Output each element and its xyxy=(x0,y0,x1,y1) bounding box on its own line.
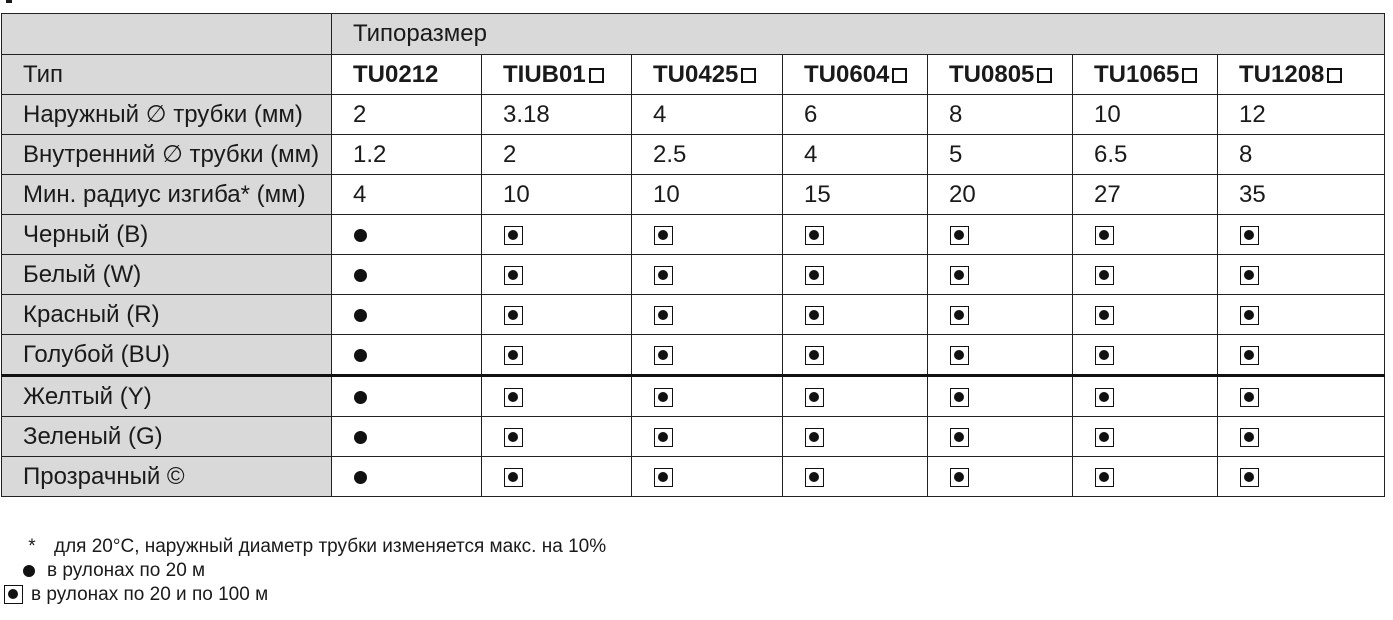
empty-square-icon xyxy=(892,68,907,83)
type-code-cell xyxy=(1218,55,1385,95)
boxed-dot-icon xyxy=(504,388,523,407)
boxed-dot-icon xyxy=(805,346,824,365)
availability-cell xyxy=(332,457,482,497)
type-code-cell xyxy=(1073,55,1218,95)
empty-square-icon xyxy=(1327,68,1342,83)
availability-cell xyxy=(1073,255,1218,295)
boxed-dot-icon xyxy=(504,428,523,447)
type-code: TU1065 xyxy=(1094,60,1180,88)
availability-cell xyxy=(783,215,928,255)
row-label: Наружный ∅ трубки (мм) xyxy=(2,95,332,135)
boxed-dot-icon xyxy=(805,388,824,407)
empty-square-icon xyxy=(589,68,604,83)
dimension-row xyxy=(2,175,1385,215)
value-cell: 8 xyxy=(1218,135,1385,175)
availability-cell xyxy=(783,335,928,376)
filled-dot-icon xyxy=(354,349,367,362)
boxed-dot-icon xyxy=(950,226,969,245)
availability-cell xyxy=(1218,255,1385,295)
boxed-dot-icon xyxy=(1240,468,1259,487)
color-row xyxy=(2,376,1385,417)
type-code: TU0212 xyxy=(353,60,439,88)
boxed-dot-icon xyxy=(950,468,969,487)
value-cell: 27 xyxy=(1073,175,1218,215)
availability-cell xyxy=(1073,295,1218,335)
tube-spec-table xyxy=(1,13,1385,497)
type-code-cell xyxy=(632,55,783,95)
boxed-dot-icon xyxy=(504,346,523,365)
row-label: Внутренний ∅ трубки (мм) xyxy=(2,135,332,175)
filled-dot-icon xyxy=(354,269,367,282)
boxed-dot-icon xyxy=(4,585,23,604)
availability-cell xyxy=(482,215,632,255)
type-code: TU0425 xyxy=(653,60,739,88)
value-cell: 4 xyxy=(332,175,482,215)
boxed-dot-icon xyxy=(504,468,523,487)
availability-cell xyxy=(783,376,928,417)
value-cell: 2.5 xyxy=(632,135,783,175)
availability-cell xyxy=(1073,417,1218,457)
boxed-dot-icon xyxy=(805,428,824,447)
boxed-dot-icon xyxy=(1240,306,1259,325)
footnote-boxed-dot-text: в рулонах по 20 и по 100 м xyxy=(31,584,269,605)
dimension-row xyxy=(2,95,1385,135)
type-code-cell xyxy=(928,55,1073,95)
availability-cell xyxy=(928,417,1073,457)
availability-cell xyxy=(1218,417,1385,457)
boxed-dot-icon xyxy=(805,306,824,325)
availability-cell xyxy=(783,295,928,335)
color-label: Белый (W) xyxy=(2,255,332,295)
filled-dot-icon xyxy=(354,229,367,242)
boxed-dot-icon xyxy=(1240,266,1259,285)
boxed-dot-icon xyxy=(654,388,673,407)
value-cell: 8 xyxy=(928,95,1073,135)
value-cell: 2 xyxy=(482,135,632,175)
boxed-dot-icon xyxy=(1095,428,1114,447)
boxed-dot-icon xyxy=(1240,388,1259,407)
type-code-cell xyxy=(783,55,928,95)
availability-cell xyxy=(928,215,1073,255)
footnotes xyxy=(18,535,606,607)
value-cell: 10 xyxy=(482,175,632,215)
boxed-dot-icon xyxy=(805,468,824,487)
color-row xyxy=(2,255,1385,295)
availability-cell xyxy=(1073,376,1218,417)
availability-cell xyxy=(332,376,482,417)
dot-legend-marker xyxy=(18,559,40,583)
type-row xyxy=(2,55,1385,95)
availability-cell xyxy=(783,417,928,457)
empty-square-icon xyxy=(1182,68,1197,83)
value-cell: 5 xyxy=(928,135,1073,175)
asterisk-marker: * xyxy=(28,536,36,557)
color-label: Красный (R) xyxy=(2,295,332,335)
availability-cell xyxy=(332,417,482,457)
boxed-dot-icon xyxy=(1095,306,1114,325)
boxed-dot-icon xyxy=(504,226,523,245)
footnote-boxed-dot xyxy=(2,583,606,607)
type-code: TIUB01 xyxy=(503,60,586,88)
boxed-dot-icon xyxy=(1095,388,1114,407)
value-cell: 4 xyxy=(632,95,783,135)
table-header-row xyxy=(2,14,1385,55)
availability-cell xyxy=(632,335,783,376)
footnote-dot xyxy=(18,559,606,583)
value-cell: 15 xyxy=(783,175,928,215)
filled-dot-icon xyxy=(23,565,35,577)
value-cell: 20 xyxy=(928,175,1073,215)
type-code: TU0805 xyxy=(949,60,1035,88)
color-row xyxy=(2,215,1385,255)
table-body xyxy=(2,14,1385,497)
boxed-dot-icon xyxy=(950,346,969,365)
boxed-dot-icon xyxy=(950,266,969,285)
boxed-dot-icon xyxy=(805,226,824,245)
type-code: TU0604 xyxy=(804,60,890,88)
color-row xyxy=(2,295,1385,335)
availability-cell xyxy=(1218,457,1385,497)
availability-cell xyxy=(632,457,783,497)
type-code: TU1208 xyxy=(1239,60,1325,88)
availability-cell xyxy=(928,295,1073,335)
color-label: Черный (B) xyxy=(2,215,332,255)
size-header: Типоразмер xyxy=(332,14,1385,55)
type-code-cell xyxy=(332,55,482,95)
row-label: Мин. радиус изгиба* (мм) xyxy=(2,175,332,215)
type-label: Тип xyxy=(2,55,332,95)
color-label: Зеленый (G) xyxy=(2,417,332,457)
availability-cell xyxy=(632,255,783,295)
color-label: Прозрачный © xyxy=(2,457,332,497)
availability-cell xyxy=(332,255,482,295)
filled-dot-icon xyxy=(354,309,367,322)
availability-cell xyxy=(1218,295,1385,335)
value-cell: 10 xyxy=(632,175,783,215)
availability-cell xyxy=(482,295,632,335)
availability-cell xyxy=(482,376,632,417)
empty-corner-cell xyxy=(2,14,332,55)
availability-cell xyxy=(783,457,928,497)
value-cell: 6.5 xyxy=(1073,135,1218,175)
boxed-dot-icon xyxy=(1095,226,1114,245)
availability-cell xyxy=(332,215,482,255)
value-cell: 12 xyxy=(1218,95,1385,135)
boxed-dot-icon xyxy=(1240,346,1259,365)
availability-cell xyxy=(1073,335,1218,376)
color-row xyxy=(2,417,1385,457)
value-cell: 1.2 xyxy=(332,135,482,175)
availability-cell xyxy=(482,457,632,497)
availability-cell xyxy=(1073,215,1218,255)
filled-dot-icon xyxy=(354,431,367,444)
boxed-dot-icon xyxy=(504,266,523,285)
boxed-dot-icon xyxy=(950,388,969,407)
value-cell: 10 xyxy=(1073,95,1218,135)
color-label: Желтый (Y) xyxy=(2,376,332,417)
availability-cell xyxy=(1073,457,1218,497)
boxed-dot-legend-marker xyxy=(2,583,24,607)
value-cell: 2 xyxy=(332,95,482,135)
empty-square-icon xyxy=(1037,68,1052,83)
boxed-dot-icon xyxy=(654,428,673,447)
filled-dot-icon xyxy=(354,391,367,404)
availability-cell xyxy=(632,215,783,255)
boxed-dot-icon xyxy=(654,306,673,325)
availability-cell xyxy=(1218,215,1385,255)
footnote-dot-text: в рулонах по 20 м xyxy=(47,560,206,581)
availability-cell xyxy=(1218,376,1385,417)
availability-cell xyxy=(632,376,783,417)
availability-cell xyxy=(783,255,928,295)
type-code-cell xyxy=(482,55,632,95)
availability-cell xyxy=(928,255,1073,295)
boxed-dot-icon xyxy=(654,468,673,487)
footnote-asterisk-text: для 20°C, наружный диаметр трубки изменяется макс. на 10% xyxy=(54,536,607,557)
availability-cell xyxy=(632,417,783,457)
availability-cell xyxy=(928,335,1073,376)
boxed-dot-icon xyxy=(504,306,523,325)
boxed-dot-icon xyxy=(654,266,673,285)
availability-cell xyxy=(332,335,482,376)
corner-mark xyxy=(6,0,12,3)
boxed-dot-icon xyxy=(1240,428,1259,447)
empty-square-icon xyxy=(741,68,756,83)
value-cell: 6 xyxy=(783,95,928,135)
availability-cell xyxy=(482,417,632,457)
boxed-dot-icon xyxy=(1240,226,1259,245)
value-cell: 3.18 xyxy=(482,95,632,135)
availability-cell xyxy=(928,376,1073,417)
boxed-dot-icon xyxy=(654,346,673,365)
footnote-asterisk xyxy=(25,535,606,559)
boxed-dot-icon xyxy=(950,306,969,325)
availability-cell xyxy=(482,255,632,295)
boxed-dot-icon xyxy=(805,266,824,285)
filled-dot-icon xyxy=(354,471,367,484)
availability-cell xyxy=(1218,335,1385,376)
availability-cell xyxy=(928,457,1073,497)
availability-cell xyxy=(482,335,632,376)
value-cell: 35 xyxy=(1218,175,1385,215)
availability-cell xyxy=(632,295,783,335)
color-row xyxy=(2,335,1385,376)
color-row xyxy=(2,457,1385,497)
availability-cell xyxy=(332,295,482,335)
dimension-row xyxy=(2,135,1385,175)
value-cell: 4 xyxy=(783,135,928,175)
boxed-dot-icon xyxy=(950,428,969,447)
boxed-dot-icon xyxy=(1095,266,1114,285)
boxed-dot-icon xyxy=(654,226,673,245)
color-label: Голубой (BU) xyxy=(2,335,332,376)
boxed-dot-icon xyxy=(1095,468,1114,487)
boxed-dot-icon xyxy=(1095,346,1114,365)
